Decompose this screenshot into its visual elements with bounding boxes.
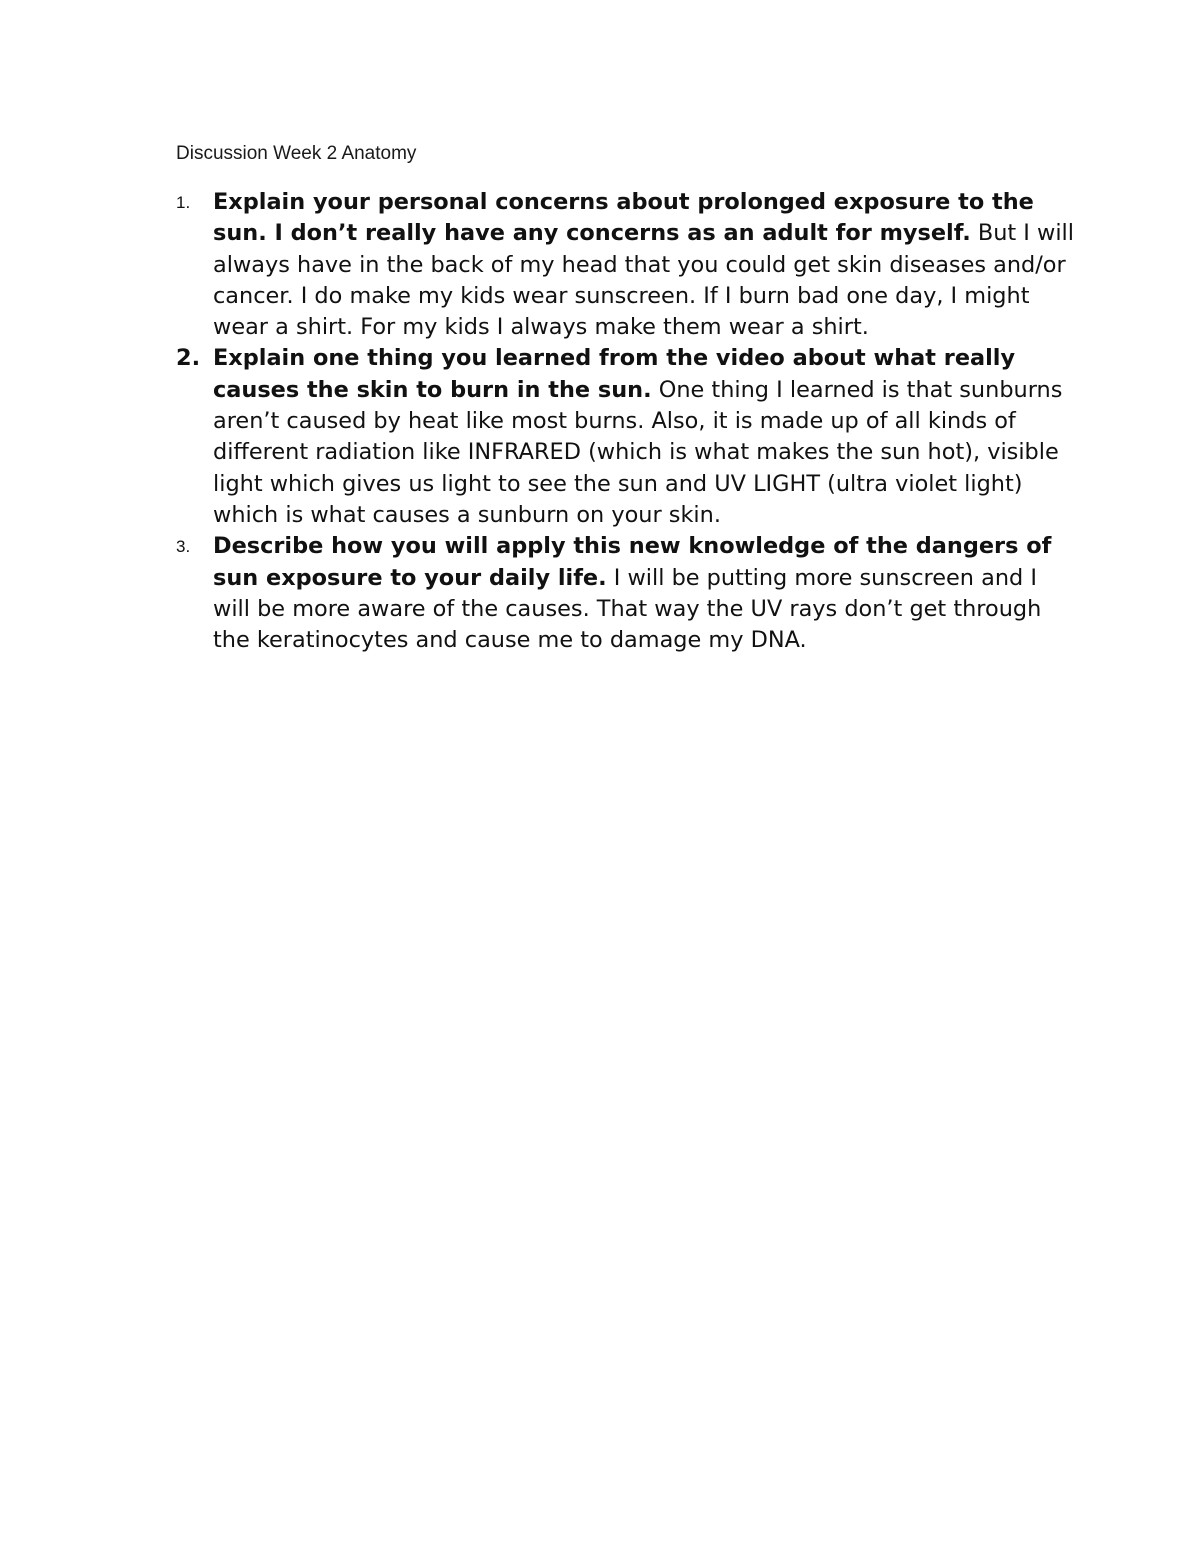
question-prompt: Explain your personal concerns about prolonged exposure to the sun. I don’t really have any concerns as an adult for myself. xyxy=(213,189,1034,247)
question-item-3 xyxy=(176,531,1076,656)
document-title: Discussion Week 2 Anatomy xyxy=(176,143,417,164)
question-prompt: Describe how you will apply this new knowledge of the dangers of sun exposure to your daily life. xyxy=(213,533,1052,591)
question-answer: One thing I learned is that sunburns aren’t caused by heat like most burns. Also, it is made up of all kinds of different radiation like INFRARED (which is what makes the sun hot), visible light which gives us light to see the sun and UV LIGHT (ultra violet light) which is what causes a sunburn on your skin. xyxy=(213,376,1063,528)
question-prompt: Explain one thing you learned from the video about what really causes the skin to burn in the sun. xyxy=(213,345,1016,403)
question-item-2 xyxy=(176,343,1076,531)
question-number: 2. xyxy=(176,345,201,372)
question-answer: I will be putting more sunscreen and I will be more aware of the causes. That way the UV rays don’t get through the keratinocytes and cause me to damage my DNA. xyxy=(213,564,1042,654)
question-number: 1. xyxy=(176,193,191,212)
question-item-1 xyxy=(176,187,1076,343)
question-list xyxy=(176,187,1076,656)
question-number: 3. xyxy=(176,537,191,557)
question-answer: But I will always have in the back of my head that you could get skin diseases and/or cancer. I do make my kids wear sunscreen. If I burn bad one day, I might wear a shirt. For my kids I always make them wear a shirt. xyxy=(213,220,1074,341)
